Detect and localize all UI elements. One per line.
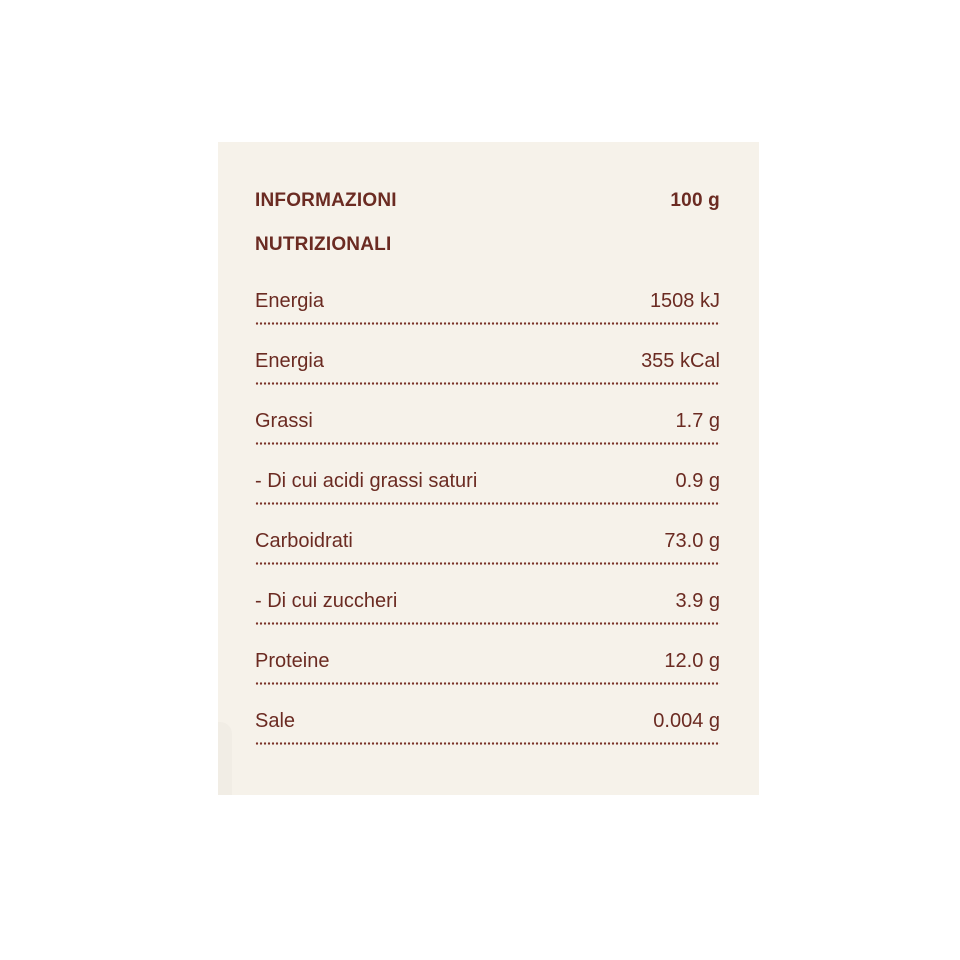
row-label: - Di cui acidi grassi saturi <box>255 470 478 492</box>
row-label: - Di cui zuccheri <box>255 590 398 612</box>
table-row-energy-kj <box>255 280 720 340</box>
table-row-carbohydrates <box>255 520 720 580</box>
row-label: Sale <box>255 710 296 732</box>
row-value: 73.0 g <box>664 530 720 552</box>
table-title: INFORMAZIONI NUTRIZIONALI <box>255 190 397 255</box>
dotted-divider <box>255 382 720 385</box>
table-row-energy-kcal <box>255 340 720 400</box>
row-value: 355 kCal <box>641 350 720 372</box>
panel-edge-tab <box>218 722 232 795</box>
row-value: 1.7 g <box>675 410 720 432</box>
dotted-divider <box>255 622 720 625</box>
row-value: 0.004 g <box>653 710 720 732</box>
dotted-divider <box>255 502 720 505</box>
row-label: Grassi <box>255 410 313 432</box>
table-row-protein <box>255 640 720 700</box>
table-header <box>255 180 720 280</box>
table-row-fat <box>255 400 720 460</box>
table-row-saturated-fat <box>255 460 720 520</box>
row-value: 0.9 g <box>675 470 720 492</box>
dotted-divider <box>255 682 720 685</box>
table-row-salt <box>255 700 720 760</box>
dotted-divider <box>255 322 720 325</box>
row-value: 3.9 g <box>675 590 720 612</box>
dotted-divider <box>255 442 720 445</box>
row-label: Carboidrati <box>255 530 353 552</box>
dotted-divider <box>255 562 720 565</box>
table-row-sugars <box>255 580 720 640</box>
nutrition-table <box>255 180 720 760</box>
row-label: Proteine <box>255 650 330 672</box>
row-label: Energia <box>255 350 324 372</box>
row-value: 12.0 g <box>664 650 720 672</box>
serving-amount: 100 g <box>670 190 720 211</box>
row-label: Energia <box>255 290 324 312</box>
row-value: 1508 kJ <box>649 290 720 312</box>
dotted-divider <box>255 742 720 745</box>
